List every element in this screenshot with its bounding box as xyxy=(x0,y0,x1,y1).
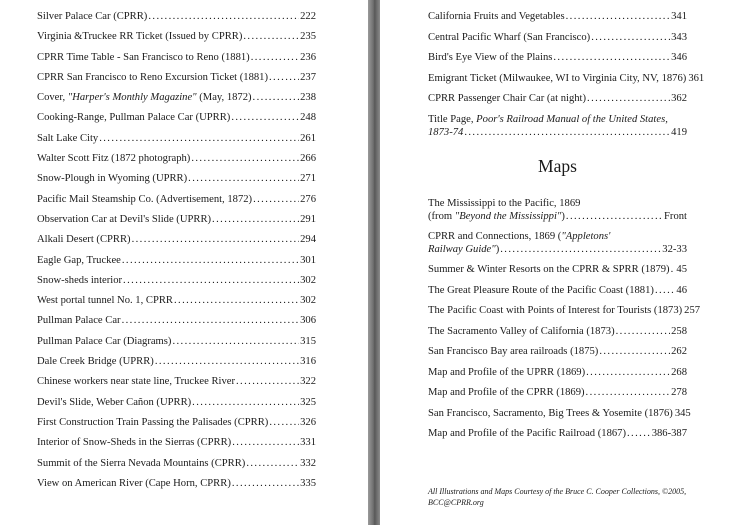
dot-leader xyxy=(655,284,675,297)
dot-leader xyxy=(566,10,670,23)
entry-page: 271 xyxy=(300,173,316,185)
entry-title: Map and Profile of the UPRR (1869) xyxy=(428,366,586,378)
entry-title: San Francisco Bay area railroads (1875) xyxy=(428,346,599,357)
dot-leader xyxy=(236,375,299,388)
entry-title: Eagle Gap, Truckee xyxy=(37,254,121,266)
entry-page: 332 xyxy=(300,457,316,469)
list-entry xyxy=(37,294,316,314)
list-entry xyxy=(428,407,691,428)
list-entry xyxy=(428,51,687,72)
entry-title: Observation Car at Devil's Slide (UPRR) xyxy=(37,213,212,225)
entry-page: 46 xyxy=(676,284,687,296)
dot-leader xyxy=(553,51,670,64)
entry-page: 235 xyxy=(300,31,316,43)
entry-title: Cooking-Range, Pullman Palace Car (UPRR) xyxy=(37,112,231,124)
entry-page: 335 xyxy=(300,477,316,489)
entry-page: 306 xyxy=(300,315,316,327)
entry-title: Map and Profile of the CPRR (1869) xyxy=(428,387,585,398)
entry-page: 419 xyxy=(671,126,687,138)
entry-page: 345 xyxy=(674,407,691,419)
entry-title-italic: Railway Guide" xyxy=(428,244,496,255)
list-entry xyxy=(37,51,316,71)
entry-title-line2 xyxy=(428,210,687,223)
dot-leader xyxy=(172,335,299,348)
dot-leader xyxy=(616,325,671,338)
entry-title: Central Pacific Wharf (San Francisco) xyxy=(428,31,591,43)
entry-title: Silver Palace Car (CPRR) xyxy=(37,11,148,22)
dot-leader xyxy=(566,210,663,223)
dot-leader xyxy=(671,263,676,276)
dot-leader xyxy=(148,10,299,23)
entry-page: 258 xyxy=(671,325,687,337)
entry-title-post: ) xyxy=(495,244,500,255)
list-entry xyxy=(37,416,316,436)
list-entry xyxy=(37,91,316,111)
entry-page: 326 xyxy=(300,416,316,428)
entry-page: 262 xyxy=(671,346,687,357)
entry-page: 302 xyxy=(300,274,316,286)
entry-title xyxy=(37,91,252,104)
entry-title-pre: Cover, xyxy=(37,92,68,104)
dot-leader xyxy=(191,152,299,165)
list-entry xyxy=(37,477,316,497)
dot-leader xyxy=(122,254,299,267)
dot-leader xyxy=(587,92,670,105)
entry-title-italic: "Appletons' xyxy=(561,231,611,242)
entry-title: San Francisco, Sacramento, Big Trees & Yosemite (1876) xyxy=(428,407,673,419)
dot-leader xyxy=(212,213,299,226)
list-entry-two-line xyxy=(428,230,687,263)
dot-leader xyxy=(122,314,300,327)
dot-leader xyxy=(253,91,300,104)
entry-title: Summit of the Sierra Nevada Mountains (CPRR) xyxy=(37,457,246,469)
entry-title: CPRR Time Table - San Francisco to Reno (1881) xyxy=(37,51,250,63)
entry-page: 236 xyxy=(300,51,316,63)
entry-page: 322 xyxy=(300,376,316,388)
entry-page: 362 xyxy=(671,93,687,104)
entry-page: 32-33 xyxy=(662,244,687,255)
list-entry xyxy=(37,254,316,274)
illustrations-list-right xyxy=(428,10,705,139)
dot-leader xyxy=(251,51,299,64)
entry-title: The Great Pleasure Route of the Pacific Coast (1881) xyxy=(428,284,654,296)
list-entry xyxy=(428,366,687,387)
entry-page: 261 xyxy=(300,132,316,144)
list-entry xyxy=(37,71,316,91)
list-entry xyxy=(37,436,316,456)
entry-title: First Construction Train Passing the Palisades (CPRR) xyxy=(37,416,269,428)
list-entry xyxy=(428,345,687,366)
dot-leader xyxy=(591,31,670,44)
entry-page: 45 xyxy=(676,264,687,275)
entry-page: 386-387 xyxy=(651,428,687,439)
list-entry xyxy=(37,274,316,294)
list-entry xyxy=(37,314,316,334)
dot-leader xyxy=(586,386,671,399)
entry-title-italic: Poor's Railroad Manual of the United States, xyxy=(476,113,668,125)
list-entry xyxy=(37,335,316,355)
entry-title-line2 xyxy=(428,126,687,139)
entry-page: 237 xyxy=(300,71,316,83)
dot-leader xyxy=(232,436,299,449)
list-entry xyxy=(428,325,687,346)
entry-title: The Pacific Coast with Points of Interest for Tourists (1873) xyxy=(428,305,683,316)
entry-title: The Sacramento Valley of California (1873) xyxy=(428,325,615,337)
list-entry xyxy=(37,396,316,416)
entry-page: 325 xyxy=(300,396,316,408)
list-entry-two-line xyxy=(428,113,687,139)
entry-page: 276 xyxy=(300,193,316,205)
entry-title: View on American River (Cape Horn, CPRR) xyxy=(37,477,231,489)
entry-page: 346 xyxy=(671,52,687,63)
dot-leader xyxy=(627,427,651,440)
dot-leader xyxy=(246,457,299,470)
credits-footer xyxy=(428,486,718,508)
entry-page: 248 xyxy=(300,112,316,124)
credits-email: BCC@CPRR.org xyxy=(428,498,484,507)
dot-leader xyxy=(232,477,299,490)
entry-title: CPRR San Francisco to Reno Excursion Ticket (1881) xyxy=(37,71,268,83)
list-entry xyxy=(428,31,687,52)
entry-title: Walter Scott Fitz (1872 photograph) xyxy=(37,153,191,165)
list-entry xyxy=(428,10,687,31)
entry-title-pre: CPRR and Connections, 1869 ( xyxy=(428,231,562,242)
entry-page: 222 xyxy=(300,11,316,22)
entry-title: Alkali Desert (CPRR) xyxy=(37,234,131,246)
dot-leader xyxy=(599,345,670,358)
entry-page: 341 xyxy=(671,11,687,22)
entry-title: CPRR Passenger Chair Car (at night) xyxy=(428,93,587,104)
entry-title: California Fruits and Vegetables xyxy=(428,11,565,22)
list-entry xyxy=(37,355,316,375)
list-entry xyxy=(37,233,316,253)
list-entry xyxy=(428,263,687,284)
entry-title-line1 xyxy=(428,230,687,243)
entry-title: West portal tunnel No. 1, CPRR xyxy=(37,295,173,307)
entry-page: 361 xyxy=(688,72,705,84)
list-entry xyxy=(428,72,705,93)
entry-title: Map and Profile of the Pacific Railroad (1867) xyxy=(428,428,626,439)
entry-title-italic: 1873-74 xyxy=(428,126,464,138)
list-entry xyxy=(428,304,701,325)
dot-leader xyxy=(188,172,299,185)
entry-title-line1 xyxy=(428,113,687,126)
list-entry xyxy=(428,92,687,113)
dot-leader xyxy=(500,243,661,256)
dot-leader xyxy=(231,111,299,124)
list-entry xyxy=(37,10,316,30)
right-page xyxy=(380,0,735,525)
list-entry-two-line xyxy=(428,197,687,225)
list-entry xyxy=(37,457,316,477)
entry-title: Virginia &Truckee RR Ticket (Issued by CPRR) xyxy=(37,31,243,43)
entry-page: 291 xyxy=(300,213,316,225)
entry-page: 301 xyxy=(300,254,316,266)
list-entry xyxy=(37,172,316,192)
entry-page: 268 xyxy=(671,366,687,378)
dot-leader xyxy=(123,274,299,287)
entry-title: Salt Lake City xyxy=(37,132,99,144)
entry-title-pre: Title Page, xyxy=(428,113,477,125)
dot-leader xyxy=(132,233,300,246)
list-entry xyxy=(37,375,316,395)
list-entry xyxy=(37,193,316,213)
dot-leader xyxy=(243,30,299,43)
entry-title: Dale Creek Bridge (UPRR) xyxy=(37,356,154,368)
list-entry xyxy=(428,386,687,407)
entry-title: Interior of Snow-Sheds in the Sierras (CPRR) xyxy=(37,437,232,449)
entry-title xyxy=(428,210,565,223)
list-entry xyxy=(37,213,316,233)
entry-page: 315 xyxy=(300,335,316,347)
entry-page: 302 xyxy=(300,295,316,307)
entry-title-italic: "Harper's Monthly Magazine" xyxy=(67,92,197,104)
list-entry xyxy=(428,284,687,305)
entry-page: 316 xyxy=(300,356,316,368)
dot-leader xyxy=(253,193,299,206)
entry-title: Summer & Winter Resorts on the CPRR & SPRR (1879) xyxy=(428,264,670,275)
entry-title xyxy=(428,243,499,256)
entry-title: Chinese workers near state line, Truckee River xyxy=(37,376,235,388)
dot-leader xyxy=(269,416,299,429)
entry-title: Devil's Slide, Weber Cañon (UPRR) xyxy=(37,396,192,408)
entry-title: Emigrant Ticket (Milwaukee, WI to Virginia City, NV, 1876) xyxy=(428,72,687,84)
entry-title: Snow-sheds interior xyxy=(37,274,123,286)
dot-leader xyxy=(99,132,299,145)
entry-title: Pacific Mail Steamship Co. (Advertisement, 1872) xyxy=(37,193,253,205)
credits-line: All Illustrations and Maps Courtesy of the Bruce C. Cooper Collections, ©2005, xyxy=(428,487,687,496)
entry-page: 278 xyxy=(671,387,687,398)
illustrations-list-left xyxy=(37,10,316,497)
entry-title-line1: The Mississippi to the Pacific, 1869 xyxy=(428,198,581,209)
list-entry xyxy=(37,111,316,131)
list-entry xyxy=(37,152,316,172)
dot-leader xyxy=(464,126,670,139)
entry-page: 238 xyxy=(300,92,316,104)
dot-leader xyxy=(269,71,299,84)
dot-leader xyxy=(174,294,299,307)
entry-page: Front xyxy=(664,211,687,222)
list-entry xyxy=(37,30,316,50)
dot-leader xyxy=(586,366,670,379)
entry-title-line2 xyxy=(428,243,687,256)
entry-page: 343 xyxy=(671,31,687,43)
entry-page: 294 xyxy=(300,234,316,246)
maps-heading: Maps xyxy=(538,156,577,176)
entry-page: 266 xyxy=(300,153,316,165)
entry-title-pre: (from xyxy=(428,211,455,222)
book-gutter xyxy=(368,0,380,525)
entry-title: Pullman Palace Car (Diagrams) xyxy=(37,335,172,347)
maps-list xyxy=(428,197,701,448)
entry-page: 257 xyxy=(684,305,701,316)
dot-leader xyxy=(192,396,299,409)
entry-title-post: ) xyxy=(561,211,565,222)
entry-title: Bird's Eye View of the Plains xyxy=(428,52,553,63)
entry-title: Snow-Plough in Wyoming (UPRR) xyxy=(37,173,188,185)
entry-title-post: (May, 1872) xyxy=(196,92,252,104)
dot-leader xyxy=(155,355,299,368)
entry-page: 331 xyxy=(300,437,316,449)
entry-title-italic: "Beyond the Mississippi" xyxy=(454,211,562,222)
list-entry xyxy=(37,132,316,152)
entry-title: Pullman Palace Car xyxy=(37,315,121,327)
list-entry xyxy=(428,427,687,448)
